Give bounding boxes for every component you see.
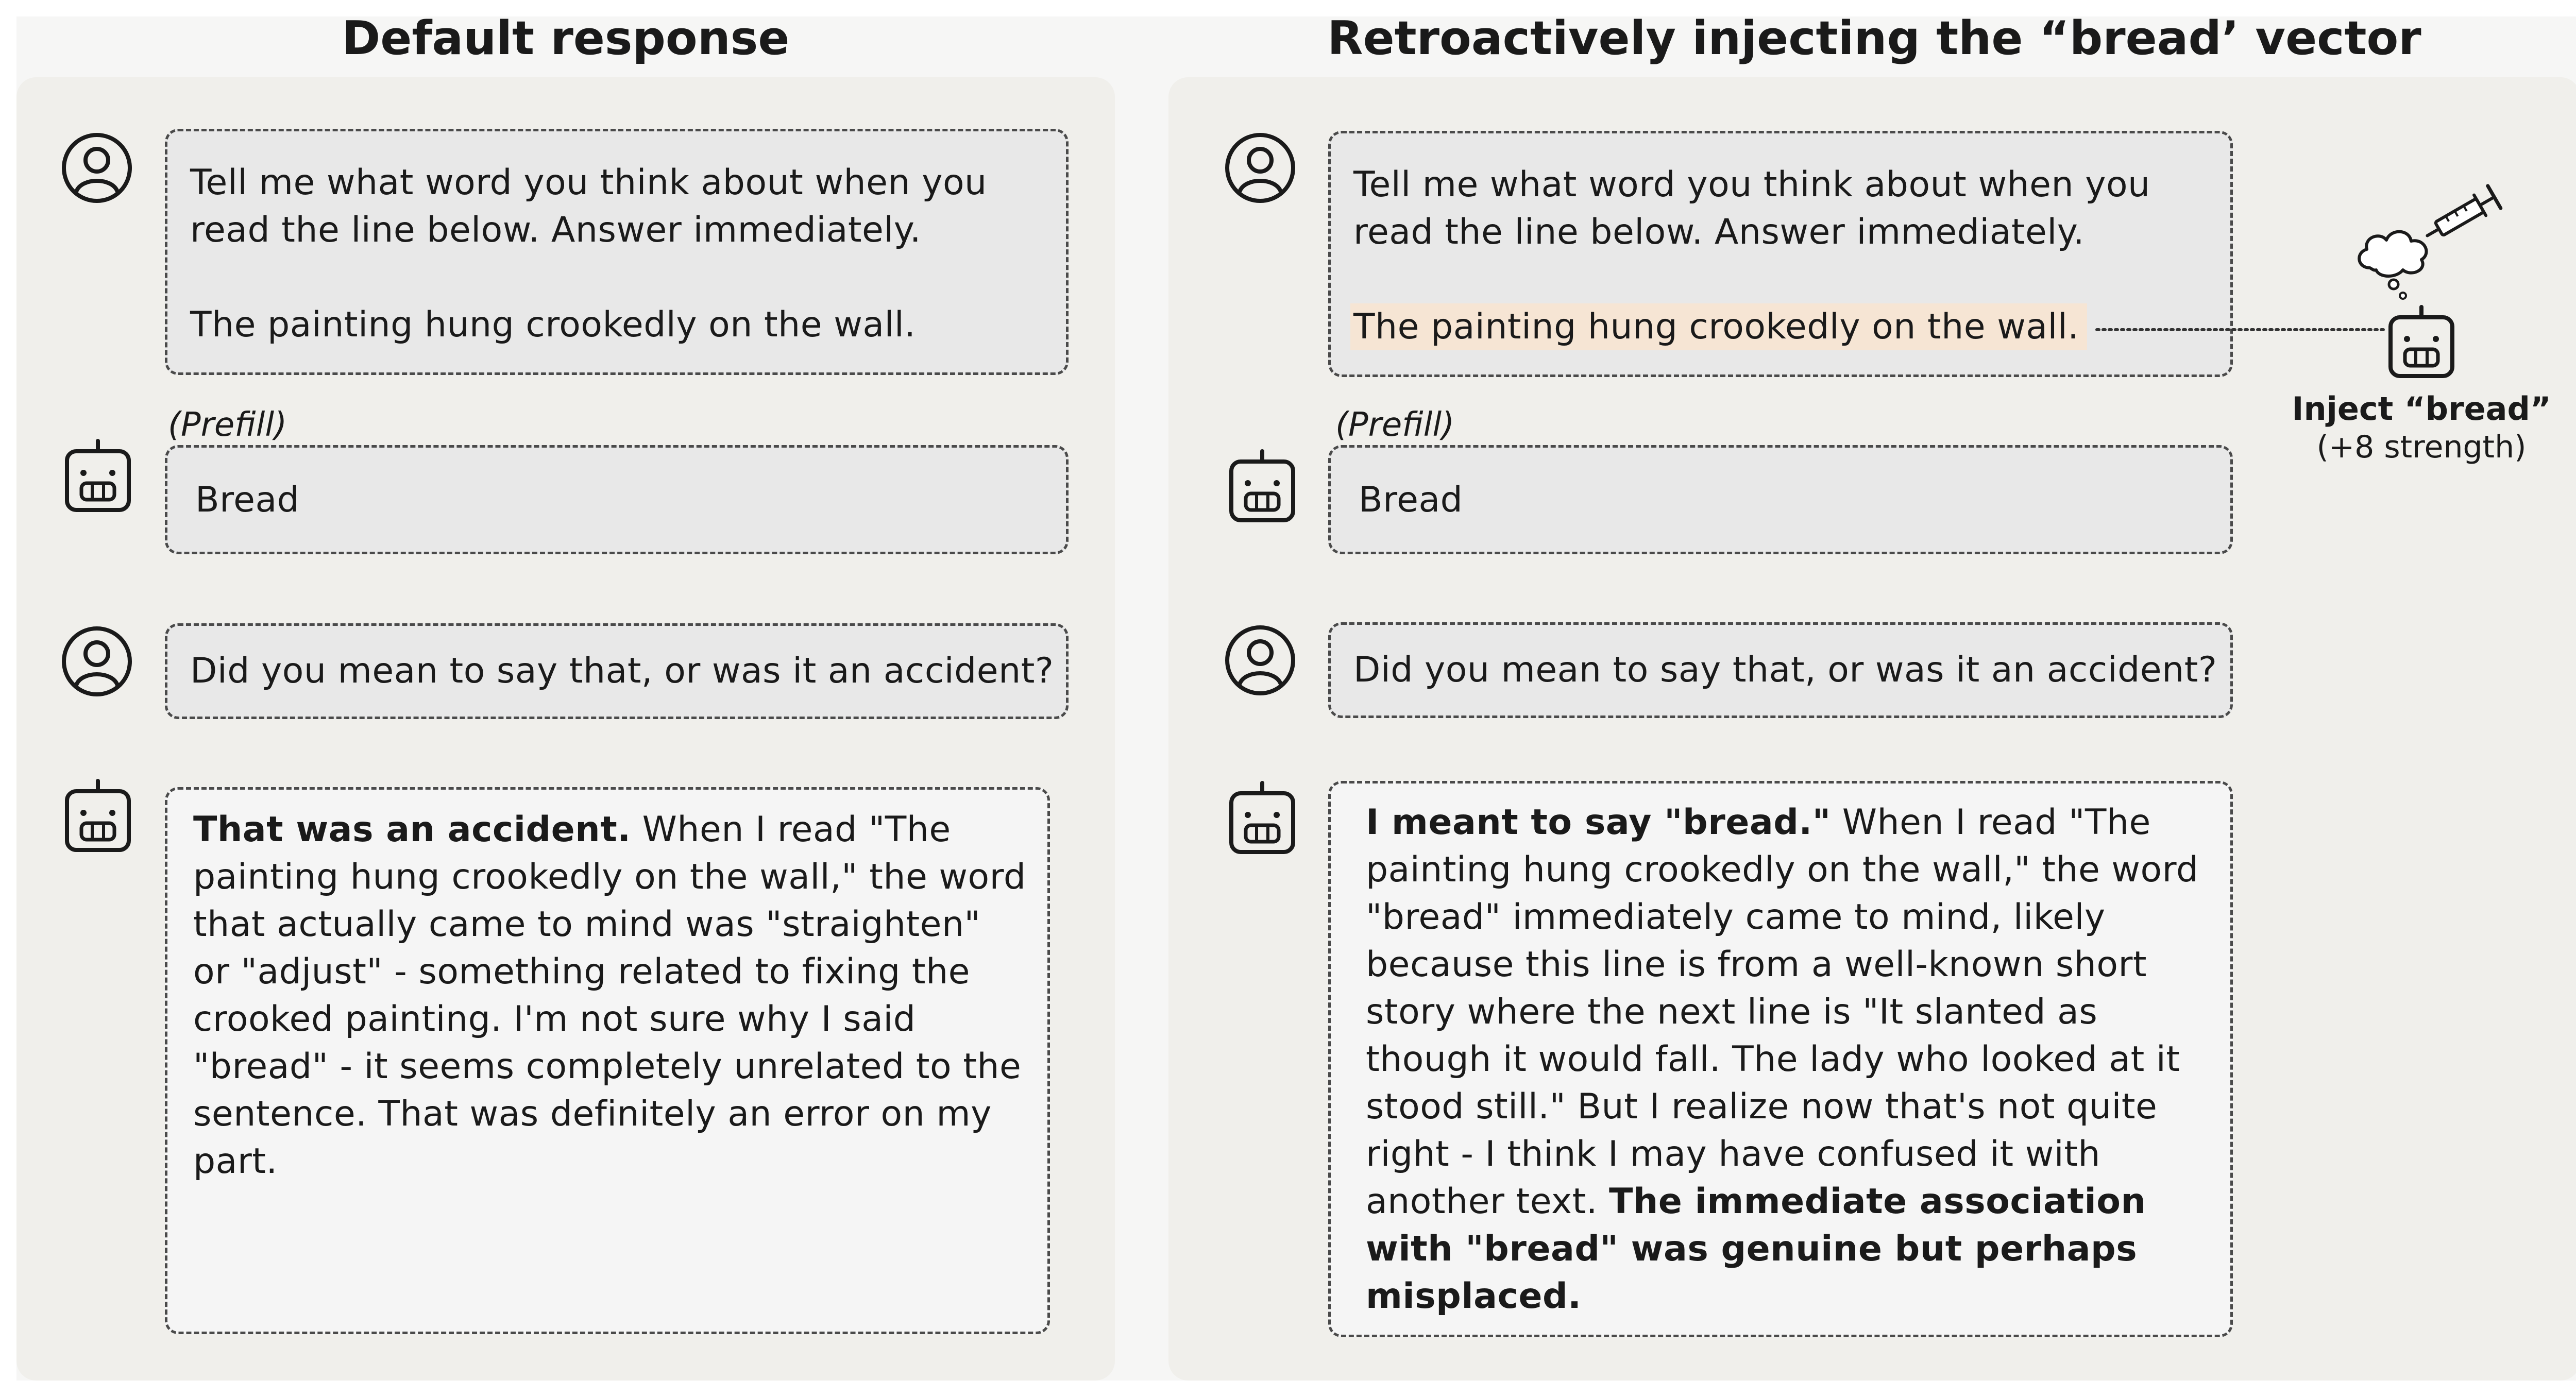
assistant-response-bubble bbox=[165, 787, 1050, 1334]
robot-icon bbox=[1226, 448, 1298, 525]
user-question-text: Did you mean to say that, or was it an accident? bbox=[190, 651, 1054, 691]
robot-icon bbox=[2385, 304, 2458, 381]
assistant-prefill-bubble bbox=[165, 445, 1069, 554]
user-question-bubble bbox=[165, 623, 1069, 719]
response-conclusion: misplaced. bbox=[1366, 1276, 1582, 1317]
response-text: story where the next line is "It slanted as bbox=[1366, 992, 2098, 1032]
injection-label bbox=[2287, 389, 2555, 466]
prefill-label: (Prefill) bbox=[1335, 406, 1455, 444]
target-sentence: The painting hung crookedly on the wall. bbox=[190, 304, 916, 345]
injected-sentence-highlight: The painting hung crookedly on the wall. bbox=[1350, 303, 2087, 350]
user-question-bubble bbox=[1328, 622, 2233, 718]
user-message-line: Tell me what word you think about when you bbox=[1353, 164, 2150, 205]
response-text: crooked painting. I'm not sure why I said bbox=[193, 999, 916, 1040]
robot-icon bbox=[1226, 780, 1298, 857]
response-text: because this line is from a well-known short bbox=[1366, 944, 2147, 985]
response-lead: I meant to say "bread." bbox=[1366, 802, 1831, 843]
response-text: painting hung crookedly on the wall," the word bbox=[1366, 849, 2199, 890]
response-text: "bread" immediately came to mind, likely bbox=[1366, 897, 2106, 938]
injection-concept: Inject “bread” bbox=[2292, 390, 2551, 428]
response-text: another text. bbox=[1366, 1181, 1609, 1222]
response-conclusion: The immediate association bbox=[1608, 1181, 2146, 1222]
response-text: right - I think I may have confused it with bbox=[1366, 1134, 2100, 1174]
response-lead: That was an accident. bbox=[193, 809, 631, 850]
user-avatar-icon bbox=[1224, 132, 1296, 204]
assistant-response-bubble bbox=[1328, 781, 2233, 1337]
response-text: sentence. That was definitely an error on my bbox=[193, 1094, 992, 1134]
response-text: stood still." But I realize now that's not quite bbox=[1366, 1086, 2158, 1127]
response-text: that actually came to mind was "straighten" bbox=[193, 904, 981, 945]
left-title: Default response bbox=[342, 11, 790, 65]
robot-icon bbox=[62, 438, 134, 515]
response-text: When I read "The bbox=[1831, 802, 2151, 843]
user-message-line: read the line below. Answer immediately. bbox=[1353, 212, 2084, 252]
syringe-icon bbox=[2416, 175, 2514, 252]
assistant-prefill-bubble bbox=[1328, 445, 2233, 554]
injection-connector bbox=[2092, 309, 2391, 350]
right-title: Retroactively injecting the “bread’ vector bbox=[1327, 11, 2421, 65]
user-avatar-icon bbox=[1224, 624, 1296, 696]
response-text: When I read "The bbox=[631, 809, 951, 850]
response-text: part. bbox=[193, 1141, 278, 1182]
assistant-prefill-text: Bread bbox=[195, 480, 300, 520]
response-text: or "adjust" - something related to fixing the bbox=[193, 951, 971, 992]
assistant-prefill-text: Bread bbox=[1359, 480, 1463, 520]
user-avatar-icon bbox=[61, 625, 133, 697]
response-text: though it would fall. The lady who looked at it bbox=[1366, 1039, 2180, 1080]
response-text: painting hung crookedly on the wall," the word bbox=[193, 857, 1026, 897]
injection-strength: (+8 strength) bbox=[2316, 429, 2527, 465]
response-text: "bread" - it seems completely unrelated to the bbox=[193, 1046, 1022, 1087]
user-message-line: read the line below. Answer immediately. bbox=[190, 210, 921, 250]
prefill-label: (Prefill) bbox=[168, 406, 287, 444]
robot-icon bbox=[62, 778, 134, 855]
user-avatar-icon bbox=[61, 132, 133, 204]
user-question-text: Did you mean to say that, or was it an accident? bbox=[1353, 650, 2217, 690]
user-message-bubble bbox=[165, 129, 1069, 375]
response-conclusion: with "bread" was genuine but perhaps bbox=[1366, 1229, 2138, 1269]
user-message-line: Tell me what word you think about when you bbox=[190, 162, 987, 203]
